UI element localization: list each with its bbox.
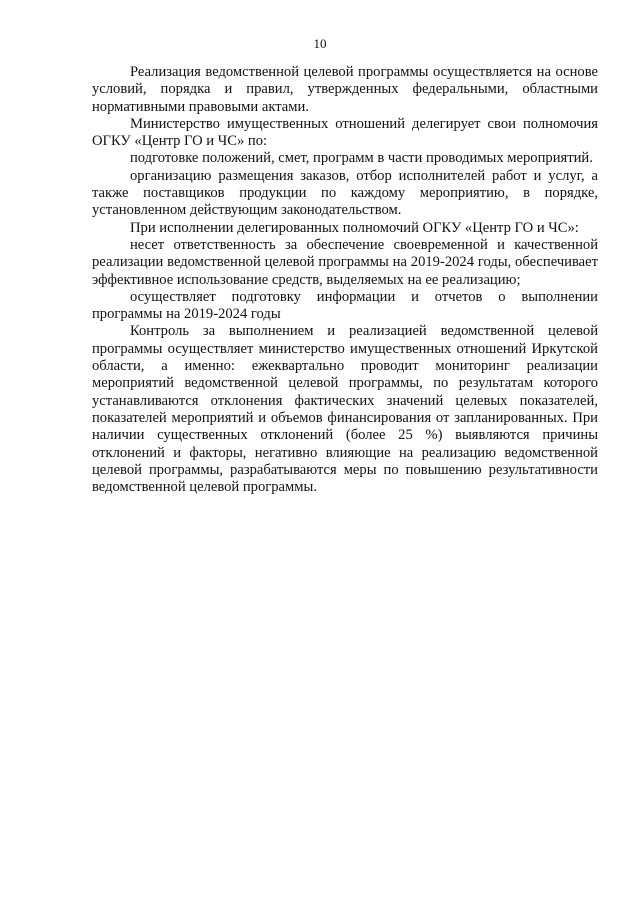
paragraph-responsibility: несет ответственность за обеспечение своевременной и качественной реализации ведомственной целевой программы на 2019-2024 годы, обеспечивает эффективное использование средств, выделяемых на ее реализацию;	[92, 236, 598, 288]
paragraph-delegated-powers-intro: При исполнении делегированных полномочий ОГКУ «Центр ГО и ЧС»:	[130, 219, 579, 236]
paragraph-reporting: осуществляет подготовку информации и отчетов о выполнении программы на 2019-2024 годы	[92, 288, 598, 323]
document-body	[92, 64, 598, 496]
paragraph-control-monitoring: Контроль за выполнением и реализацией ведомственной целевой программы осуществляет министерство имущественных отношений Иркутской области, а именно: ежеквартально проводит мониторинг реализации мероприятий ведомственной целевой программы, по результатам которого устанавливаются отклонения фактических значений целевых показателей, показателей мероприятий и объемов финансирования от запланированных. При наличии существенных отклонений (более 25 %) выявляются причины отклонений и факторы, негативно влияющие на реализацию ведомственной целевой программы, разрабатываются меры по повышению результативности ведомственной целевой программы.	[92, 323, 598, 496]
paragraph-implementation-basis: Реализация ведомственной целевой программы осуществляется на основе условий, порядка и правил, утвержденных федеральными, областными нормативными правовыми актами.	[92, 64, 598, 115]
page-number: 10	[313, 36, 327, 51]
paragraph-delegation-preparation: подготовке положений, смет, программ в части проводимых мероприятий.	[130, 150, 593, 167]
paragraph-delegation-procurement: организацию размещения заказов, отбор исполнителей работ и услуг, а также поставщиков продукции по каждому мероприятию, в порядке, установленном действующим законодательством.	[92, 167, 598, 219]
paragraph-delegation-intro: Министерство имущественных отношений делегирует свои полномочия ОГКУ «Центр ГО и ЧС» по:	[92, 115, 598, 150]
